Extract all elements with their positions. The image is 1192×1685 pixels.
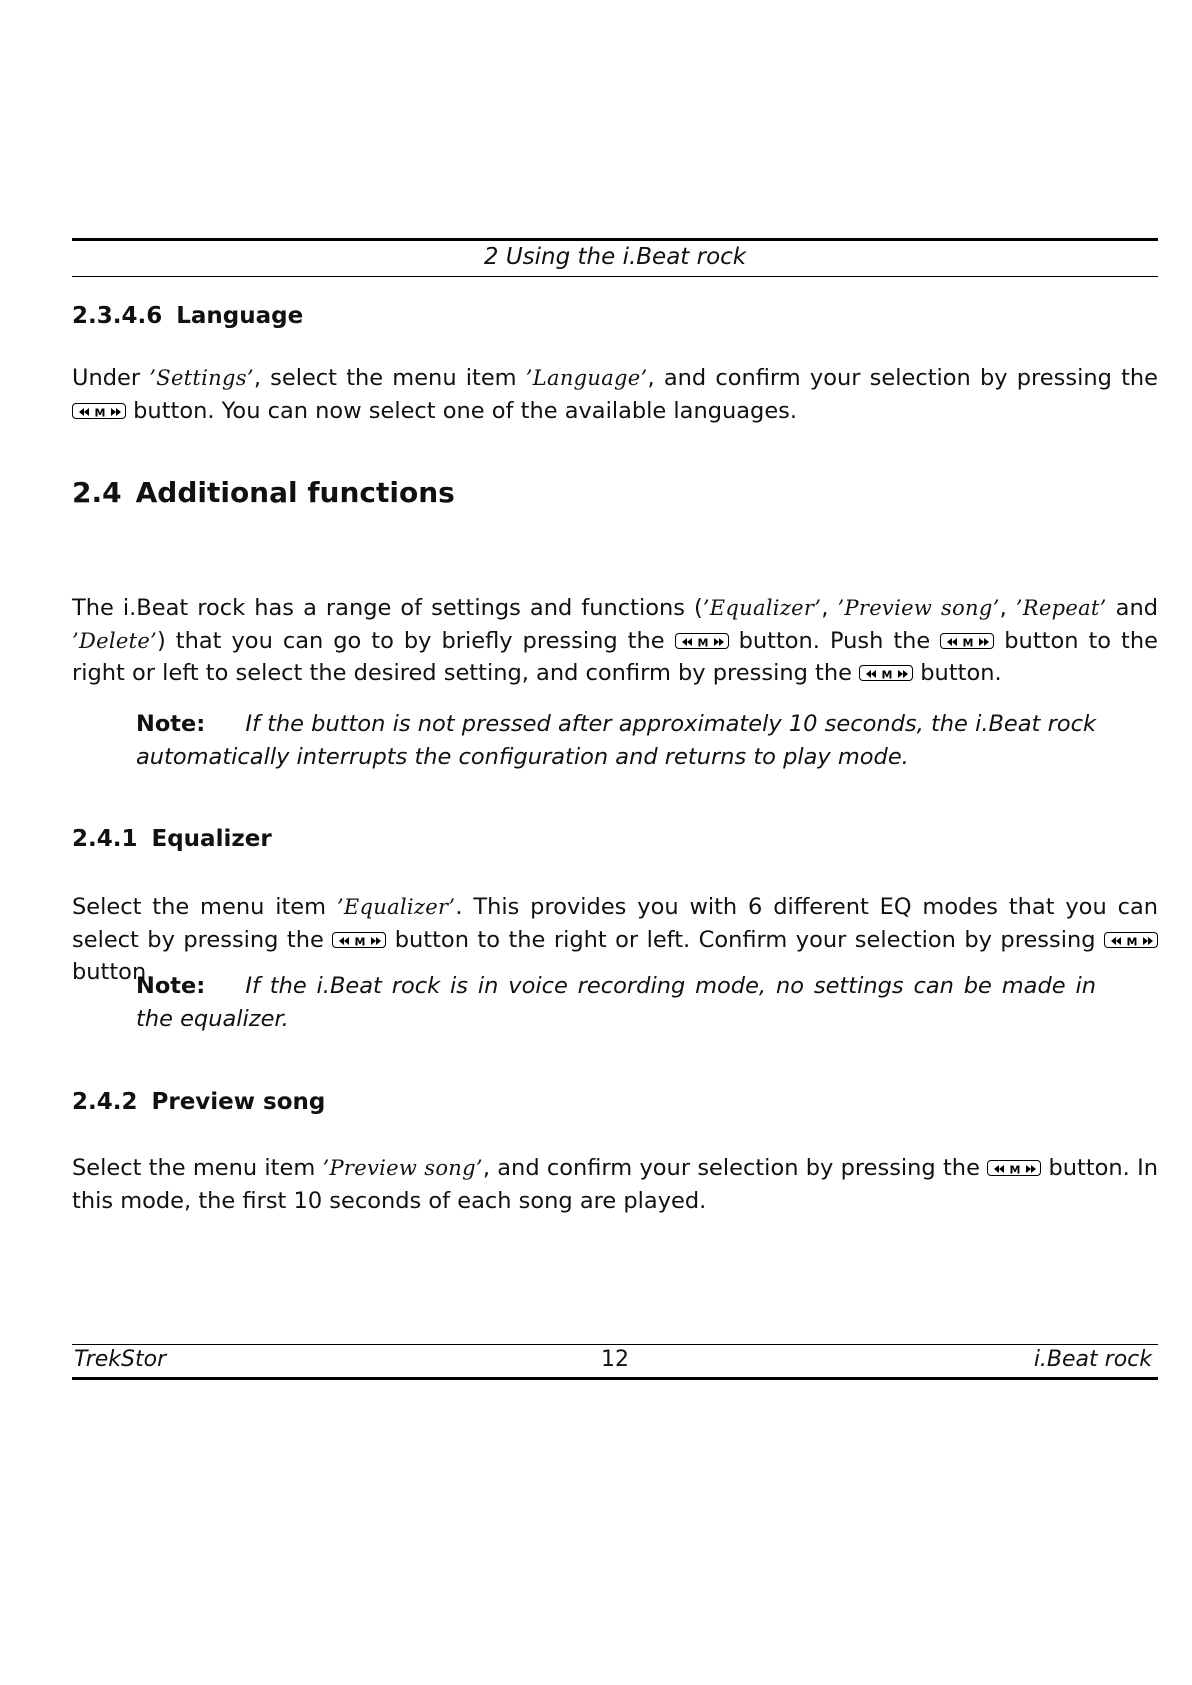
svg-text:M: M bbox=[1009, 1163, 1021, 1177]
section-equalizer bbox=[72, 826, 1158, 852]
document-page bbox=[72, 0, 1158, 1685]
svg-text:M: M bbox=[1126, 935, 1138, 948]
paragraph-language bbox=[72, 362, 1158, 427]
menu-item-name: ’Settings’ bbox=[149, 366, 254, 390]
heading-title: Equalizer bbox=[151, 826, 272, 852]
heading-title: Preview song bbox=[151, 1089, 326, 1115]
note-equalizer bbox=[136, 970, 1096, 1035]
section-preview-song bbox=[72, 1089, 1158, 1115]
menu-item-name: ’Repeat’ bbox=[1015, 596, 1107, 620]
m-button-icon bbox=[675, 633, 729, 649]
footer-row bbox=[72, 1345, 1158, 1377]
heading-additional-functions bbox=[72, 476, 1158, 509]
running-footer bbox=[72, 1344, 1158, 1380]
svg-text:M: M bbox=[94, 406, 106, 419]
paragraph-additional-functions bbox=[72, 592, 1158, 690]
page-number: 12 bbox=[601, 1347, 629, 1372]
header-title: 2 Using the i.Beat rock bbox=[483, 244, 747, 270]
svg-text:M: M bbox=[697, 636, 709, 649]
note-text: If the button is not pressed after approximately 10 seconds, the i.Beat rock automatically interrupts the configuration and returns to play mode. bbox=[136, 711, 1096, 770]
svg-text:M: M bbox=[354, 935, 366, 948]
running-header bbox=[72, 238, 1158, 277]
menu-item-name: ’Preview song’ bbox=[837, 596, 1000, 620]
note-label: Note: bbox=[136, 973, 206, 999]
menu-item-name: ’Delete’ bbox=[72, 628, 158, 653]
body-text: Select the menu item ’Equalizer’. This provides you with 6 different EQ modes that you can select by pressing the M button to the right or left. Confirm your selection by pressing M button. bbox=[72, 894, 1158, 985]
section-additional-functions bbox=[72, 476, 1158, 509]
menu-item-name: ’Preview song’ bbox=[322, 1156, 483, 1180]
footer-product: i.Beat rock bbox=[1033, 1347, 1152, 1372]
menu-item-name: ’Equalizer’ bbox=[336, 895, 456, 919]
heading-number: 2.3.4.6 bbox=[72, 303, 163, 329]
menu-item-name: ’Equalizer’ bbox=[702, 596, 822, 620]
heading-preview-song bbox=[72, 1089, 1158, 1115]
m-button-icon bbox=[72, 403, 126, 419]
body-text: The i.Beat rock has a range of settings and functions (’Equalizer’, ’Preview song’, ’Repeat’ and ’Delete’) that you can go to by briefly pressing the M button. Push the M button to the right or left to select the desired setting, and confirm by pressing the M button. bbox=[72, 595, 1158, 686]
m-button-icon bbox=[940, 633, 994, 649]
note-text: If the i.Beat rock is in voice recording mode, no settings can be made in the equalizer. bbox=[136, 973, 1096, 1032]
menu-item-name: ’Language’ bbox=[525, 366, 648, 390]
footer-brand: TrekStor bbox=[74, 1347, 167, 1372]
m-button-icon bbox=[987, 1160, 1041, 1176]
heading-number: 2.4.1 bbox=[72, 826, 138, 852]
m-button-icon bbox=[332, 932, 386, 948]
m-button-icon bbox=[1104, 932, 1158, 948]
note-additional-functions bbox=[136, 708, 1096, 773]
note-label: Note: bbox=[136, 711, 206, 737]
heading-title: Language bbox=[176, 303, 304, 329]
heading-equalizer bbox=[72, 826, 1158, 852]
heading-language bbox=[72, 303, 1158, 329]
heading-number: 2.4.2 bbox=[72, 1089, 138, 1115]
m-button-icon bbox=[859, 665, 913, 681]
paragraph-preview-song bbox=[72, 1152, 1158, 1217]
body-text: Under ’Settings’, select the menu item ’Language’, and confirm your selection by pressing the M button. You can now select one of the available languages. bbox=[72, 365, 1158, 424]
body-text: Select the menu item ’Preview song’, and confirm your selection by pressing the M button. In this mode, the first 10 seconds of each song are played. bbox=[72, 1155, 1158, 1214]
heading-number: 2.4 bbox=[72, 476, 122, 509]
heading-title: Additional functions bbox=[135, 476, 455, 509]
svg-text:M: M bbox=[881, 668, 893, 682]
svg-text:M: M bbox=[962, 636, 974, 649]
section-language bbox=[72, 303, 1158, 329]
footer-rule-bottom bbox=[72, 1377, 1158, 1380]
header-rule-bottom bbox=[72, 276, 1158, 277]
